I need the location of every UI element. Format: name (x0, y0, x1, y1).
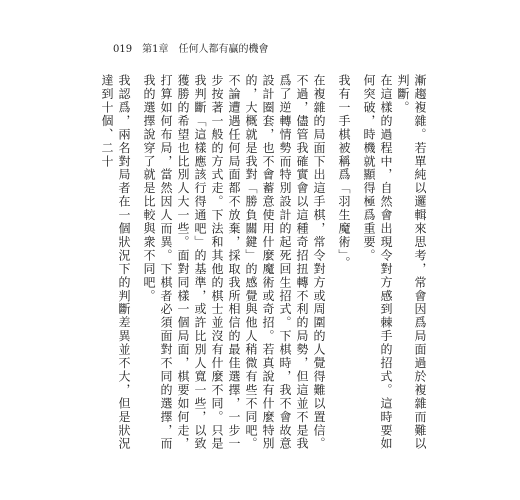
chapter-title: 任何人都有贏的機會 (178, 44, 269, 55)
paragraph: 漸趨複雜。若單純以邏輯來思考，常會因爲局面過於複雜而難以判斷。 (396, 74, 427, 451)
paragraph: 不論遭遇任何局面都不放棄，採取我所相信的最佳選擇，一步一步按著一般的方式走。下法和其他的棋士並沒有什麼不同。只是我判斷「這樣應該行得通吧」的基準，或許比別人寬一些，以致獲勝的希望也比別人大一些。面對同樣一個局面，棋要如何走，打算如何布局，當然因人而異。下棋者必須面對不同的選擇，而我的選擇說穿了就是比較與衆不同吧。 (142, 74, 241, 451)
page-number: 019 (113, 44, 133, 55)
chapter-label: 第1章 (142, 44, 169, 55)
paragraph: 在複雜的局面下出這手棋，常令對方或周圍的人覺得難以置信。不過，儘管我確實會以這種奇招扭轉不利的局勢，但這並不是我爲了逆轉情勢而特別設計的起死回生招式。下棋時，我不會故意設計圈套，也不會蓄意使用什麼魔術或奇招。若真說有什麼特別的，大概就是我對「勝負關鍵」的感覺與他人稍微有些不同吧。 (244, 74, 326, 451)
running-header (113, 42, 268, 58)
paragraph: 我有一手棋被稱爲「羽生魔術」。 (337, 74, 351, 270)
vertical-body-text (100, 74, 428, 454)
paragraph: 我認爲，兩名對局者在一個狀況下的判斷差異並不大，但是狀況達到十個、二十 (100, 74, 131, 451)
paragraph: 在這樣的過程中，自然會出現令對方感到棘手的招式。這時要如何突破，時機就顯得極爲重要。 (362, 74, 393, 451)
